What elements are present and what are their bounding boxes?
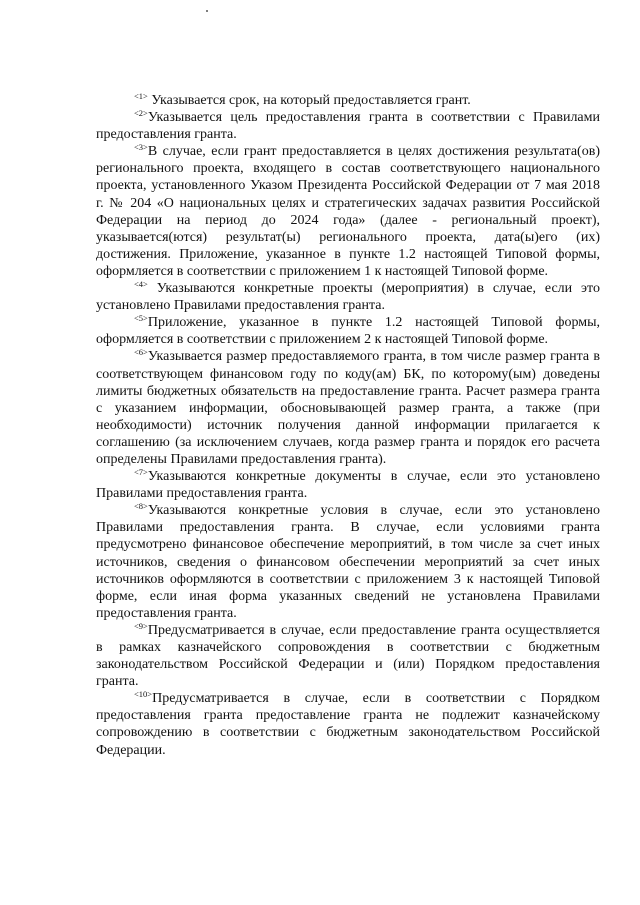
footnote-marker: <8> bbox=[134, 501, 148, 512]
footnotes-list bbox=[96, 92, 600, 759]
footnote-2 bbox=[96, 109, 600, 143]
footnote-1 bbox=[96, 92, 600, 109]
footnote-marker: <9> bbox=[134, 620, 148, 631]
footnote-marker: <2> bbox=[134, 108, 148, 119]
footnote-marker: <3> bbox=[134, 142, 148, 153]
footnote-text: Приложение, указанное в пункте 1.2 настоящей Типовой формы, оформляется в соответствии с приложением 2 к настоящей Типовой форме. bbox=[96, 315, 600, 348]
footnote-marker: <5> bbox=[134, 313, 148, 324]
footnote-text: Указываются конкретные условия в случае, если это установлено Правилами предоставления гранта. В случае, если условиями гранта предусмотрено финансовое обеспечение мероприятий, в том числе за счет иных источников, сведения о финансовом обеспечении мероприятий за счет иных источников оформляются в соответствии с приложением 3 к настоящей Типовой форме, если иная форма указанных сведений не установлена Правилами предоставления гранта. bbox=[96, 503, 600, 621]
footnote-marker: <1> bbox=[134, 91, 148, 101]
footnote-text: Указывается размер предоставляемого гранта, в том числе размер гранта в соответствующем финансовом году по коду(ам) БК, по которому(ым) доведены лимиты бюджетных обязательств на предоставление гранта. Расчет размера гранта с указанием информации, обосновывающей размер гранта, а также (при необходимости) источник получения данной информации прилагается к соглашению (за исключением случаев, когда размер гранта и порядок его расчета определены Правилами предоставления гранта). bbox=[96, 349, 600, 467]
footnote-text: В случае, если грант предоставляется в целях достижения результата(ов) регионального проекта, входящего в состав соответствующего национального проекта, установленного Указом Президента Российской Федерации от 7 мая 2018 г. № 204 «О национальных целях и стратегических задачах развития Российской Федерации на период до 2024 года» (далее - региональный проект), указывается(ются) результат(ы) регионального проекта, дата(ы)его (их) достижения. Приложение, указанное в пункте 1.2 настоящей Типовой формы, оформляется в соответствии с приложением 1 к настоящей Типовой форме. bbox=[96, 144, 600, 279]
footnote-text: Указывается срок, на который предоставляется грант. bbox=[147, 93, 471, 108]
footnote-text: Предусматривается в случае, если предоставление гранта осуществляется в рамках казначейского сопровождения в соответствии с бюджетным законодательством Российской Федерации и (или) Порядком предоставления гранта. bbox=[96, 622, 600, 690]
footnote-7 bbox=[96, 468, 600, 502]
footnote-6 bbox=[96, 348, 600, 468]
scan-speck bbox=[206, 10, 208, 12]
footnote-marker: <4> bbox=[134, 279, 148, 290]
footnote-4 bbox=[96, 280, 600, 314]
footnote-10 bbox=[96, 690, 600, 758]
footnote-marker: <10> bbox=[134, 689, 153, 700]
footnote-8 bbox=[96, 502, 600, 622]
footnote-3 bbox=[96, 143, 600, 280]
footnote-text: Указываются конкретные документы в случае, если это установлено Правилами предоставления гранта. bbox=[96, 469, 600, 502]
footnote-text: Предусматривается в случае, если в соответствии с Порядком предоставления гранта предоставление гранта не подлежит казначейскому сопровождению в соответствии с бюджетным законодательством Российской Федерации. bbox=[96, 691, 600, 758]
footnote-text: Указывается цель предоставления гранта в соответствии с Правилами предоставления гранта. bbox=[96, 110, 600, 143]
footnote-9 bbox=[96, 622, 600, 690]
footnote-text: Указываются конкретные проекты (мероприятия) в случае, если это установлено Правилами предоставления гранта. bbox=[96, 281, 600, 314]
footnote-5 bbox=[96, 314, 600, 348]
footnote-marker: <6> bbox=[134, 347, 148, 358]
footnote-marker: <7> bbox=[134, 467, 148, 478]
